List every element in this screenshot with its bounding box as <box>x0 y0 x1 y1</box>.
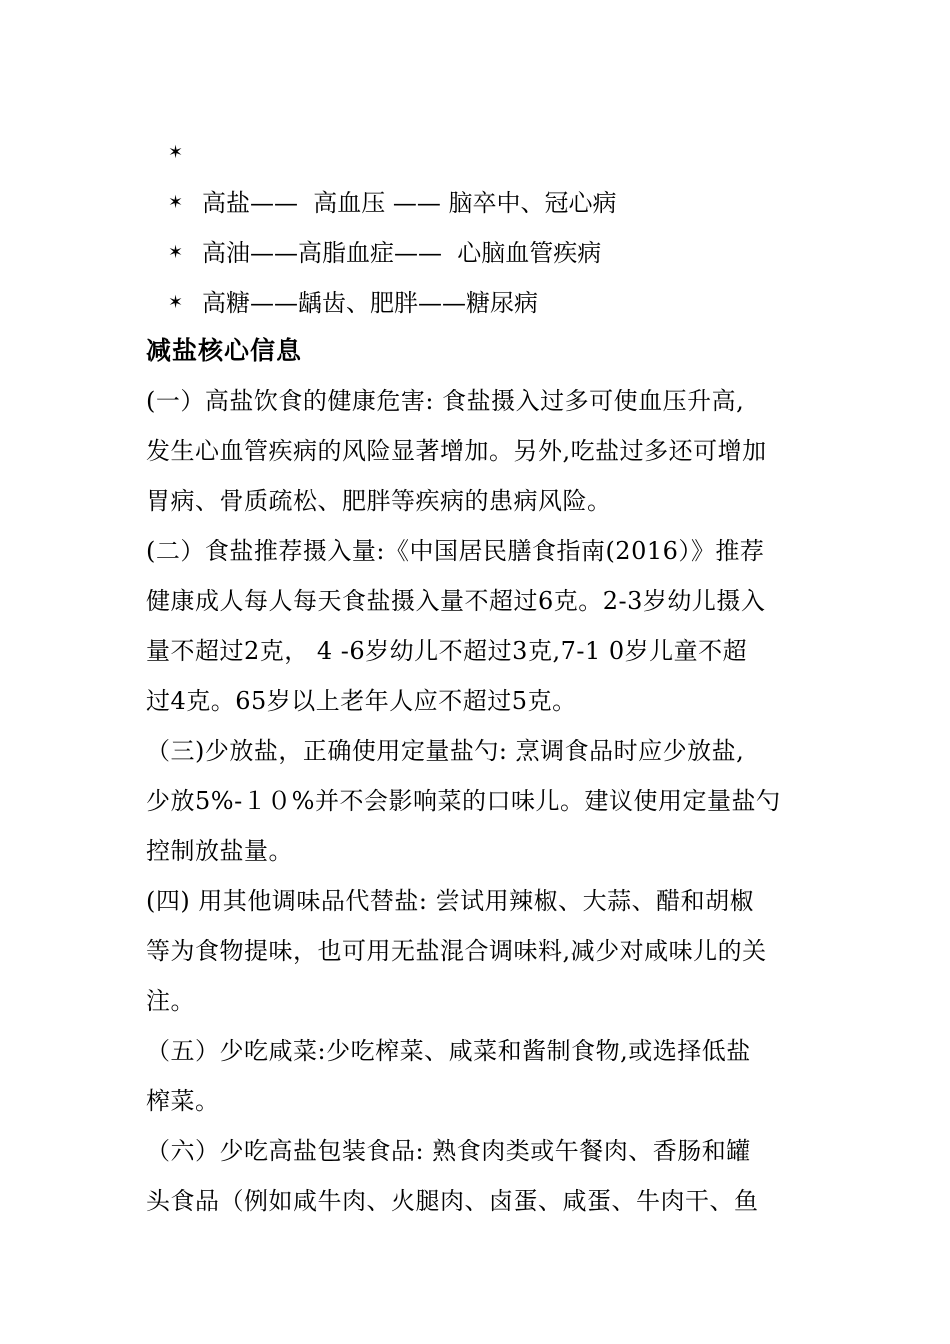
bullet-item <box>168 178 808 228</box>
paragraph-salt-spoon <box>146 726 810 876</box>
section-heading: 减盐核心信息 <box>146 336 303 365</box>
star-bullet-icon: ✶ <box>168 292 184 313</box>
text-line: (二）食盐推荐摄入量:《中国居民膳食指南(2016）》推荐 <box>146 537 765 565</box>
text-line: （五）少吃咸菜:少吃榨菜、咸菜和酱制食物,或选择低盐 <box>146 1037 751 1065</box>
text-line: 注。 <box>146 987 195 1015</box>
star-bullet-icon: ✶ <box>168 192 184 213</box>
text-line: （六）少吃高盐包装食品: 熟食肉类或午餐肉、香肠和罐 <box>146 1137 751 1165</box>
paragraph-recommended-intake <box>146 526 810 726</box>
text-line: (四) 用其他调味品代替盐: 尝试用辣椒、大蒜、醋和胡椒 <box>146 887 755 915</box>
text-line: 控制放盐量。 <box>146 837 293 865</box>
paragraph-pickles <box>146 1026 810 1126</box>
text-line: 健康成人每人每天食盐摄入量不超过6克。2-3岁幼儿摄入 <box>146 587 766 615</box>
paragraph-packaged-food <box>146 1126 810 1226</box>
text-line: 等为食物提味，也可用无盐混合调味料,减少对咸味儿的关 <box>146 937 767 965</box>
text-line: 量不超过2克， 4 -6岁幼儿不超过3克,7-1 0岁儿童不超 <box>146 637 748 665</box>
text-line: (一）高盐饮食的健康危害: 食盐摄入过多可使血压升高, <box>146 387 745 415</box>
text-line: 过4克。65岁以上老年人应不超过5克。 <box>146 687 577 715</box>
text-line: 胃病、骨质疏松、肥胖等疾病的患病风险。 <box>146 487 612 515</box>
bullet-text: 高盐—— 高血压 —— 脑卒中、冠心病 <box>202 189 617 217</box>
main-content <box>146 326 810 1226</box>
paragraph-other-seasonings <box>146 876 810 1026</box>
bullet-item <box>168 128 808 178</box>
text-line: 发生心血管疾病的风险显著增加。另外,吃盐过多还可增加 <box>146 437 767 465</box>
text-line: 榨菜。 <box>146 1087 220 1115</box>
paragraph-health-hazards <box>146 376 810 526</box>
bullet-item <box>168 278 808 328</box>
text-line: 头食品（例如咸牛肉、火腿肉、卤蛋、咸蛋、牛肉干、鱼 <box>146 1187 759 1215</box>
bullet-text: 高油——高脂血症—— 心脑血管疾病 <box>202 239 602 267</box>
star-bullet-icon: ✶ <box>168 142 184 163</box>
bullet-list <box>168 128 808 328</box>
bullet-text: 高糖——龋齿、肥胖——糖尿病 <box>202 289 538 317</box>
text-line: 少放5%-１０%并不会影响菜的口味儿。建议使用定量盐勺 <box>146 787 781 815</box>
bullet-item <box>168 228 808 278</box>
text-line: （三)少放盐，正确使用定量盐勺: 烹调食品时应少放盐, <box>146 737 745 765</box>
star-bullet-icon: ✶ <box>168 242 184 263</box>
